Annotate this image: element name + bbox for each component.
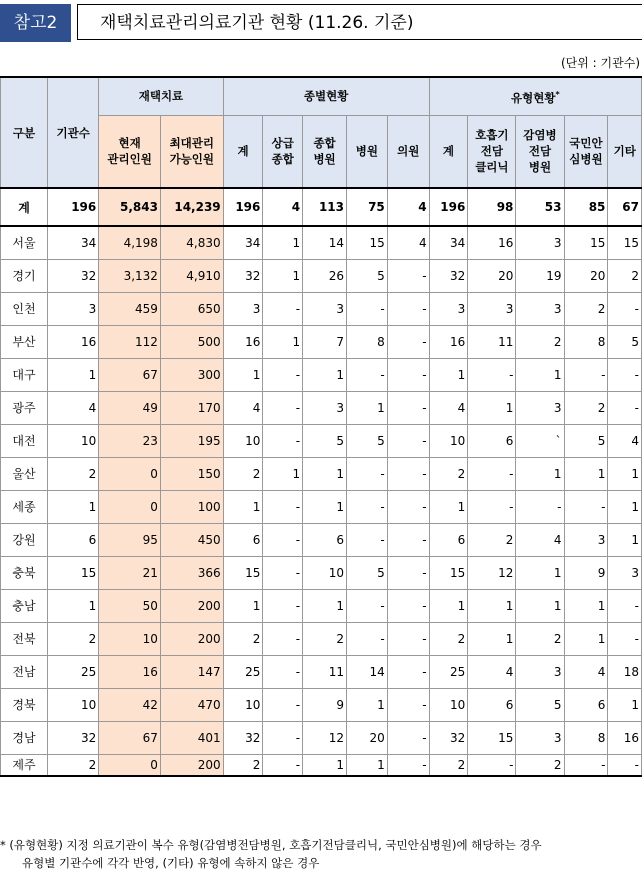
value-cell: 10: [303, 556, 347, 589]
table-row: [1, 424, 642, 457]
value-cell: -: [468, 358, 516, 391]
value-cell: 3: [303, 292, 347, 325]
value-cell: -: [263, 556, 303, 589]
value-cell: 2: [429, 457, 468, 490]
value-cell: 1: [468, 589, 516, 622]
value-cell: 500: [160, 325, 223, 358]
value-cell: 200: [160, 589, 223, 622]
value-cell: 15: [223, 556, 263, 589]
value-cell: 1: [608, 490, 642, 523]
value-cell: 366: [160, 556, 223, 589]
table-row: [1, 358, 642, 391]
value-cell: 170: [160, 391, 223, 424]
value-cell: -: [608, 754, 642, 776]
value-cell: 32: [223, 259, 263, 292]
value-cell: 0: [99, 754, 161, 776]
value-cell: 6: [564, 688, 608, 721]
value-cell: 2: [48, 457, 99, 490]
value-cell: 1: [263, 226, 303, 259]
value-cell: 67: [608, 188, 642, 226]
value-cell: -: [347, 358, 388, 391]
value-cell: -: [468, 490, 516, 523]
value-cell: 1: [303, 490, 347, 523]
value-cell: -: [263, 424, 303, 457]
region-cell: 강원: [1, 523, 48, 556]
value-cell: 3: [564, 523, 608, 556]
value-cell: -: [387, 259, 429, 292]
value-cell: 12: [303, 721, 347, 754]
page-title: 재택치료관리의료기관 현황 (11.26. 기준): [77, 4, 642, 40]
value-cell: 4: [387, 226, 429, 259]
value-cell: -: [387, 358, 429, 391]
value-cell: 5: [347, 424, 388, 457]
value-cell: 112: [99, 325, 161, 358]
value-cell: 34: [48, 226, 99, 259]
value-cell: 15: [468, 721, 516, 754]
value-cell: 5: [608, 325, 642, 358]
value-cell: 4: [223, 391, 263, 424]
region-cell: 계: [1, 188, 48, 226]
value-cell: 1: [303, 358, 347, 391]
value-cell: 470: [160, 688, 223, 721]
value-cell: 32: [429, 721, 468, 754]
value-cell: 1: [516, 358, 564, 391]
region-cell: 대전: [1, 424, 48, 457]
value-cell: -: [263, 391, 303, 424]
region-cell: 충북: [1, 556, 48, 589]
value-cell: -: [263, 292, 303, 325]
value-cell: 53: [516, 188, 564, 226]
value-cell: -: [387, 325, 429, 358]
value-cell: 2: [468, 523, 516, 556]
value-cell: -: [347, 589, 388, 622]
footnote-line-2: 유형별 기관수에 각각 반영, (기타) 유형에 속하지 않은 경우: [22, 856, 320, 870]
value-cell: -: [263, 490, 303, 523]
value-cell: 196: [223, 188, 263, 226]
value-cell: -: [263, 721, 303, 754]
value-cell: 19: [516, 259, 564, 292]
value-cell: 4,910: [160, 259, 223, 292]
value-cell: 12: [468, 556, 516, 589]
value-cell: 3: [516, 655, 564, 688]
value-cell: -: [387, 490, 429, 523]
table-row: [1, 490, 642, 523]
value-cell: 1: [303, 457, 347, 490]
value-cell: 1: [223, 358, 263, 391]
value-cell: 3: [516, 391, 564, 424]
value-cell: 5: [303, 424, 347, 457]
value-cell: -: [387, 622, 429, 655]
value-cell: 95: [99, 523, 161, 556]
region-cell: 인천: [1, 292, 48, 325]
header-tertiary: 상급 종합: [263, 115, 303, 188]
value-cell: 2: [223, 457, 263, 490]
region-cell: 경북: [1, 688, 48, 721]
value-cell: 459: [99, 292, 161, 325]
value-cell: 450: [160, 523, 223, 556]
region-cell: 세종: [1, 490, 48, 523]
value-cell: 5: [564, 424, 608, 457]
value-cell: 16: [48, 325, 99, 358]
header-clinic: 의원: [387, 115, 429, 188]
value-cell: 2: [429, 622, 468, 655]
header-kind-status: 종별현황: [223, 77, 429, 115]
value-cell: 23: [99, 424, 161, 457]
value-cell: 2: [223, 754, 263, 776]
table-row: [1, 226, 642, 259]
value-cell: 14,239: [160, 188, 223, 226]
table-row: [1, 589, 642, 622]
value-cell: 0: [99, 457, 161, 490]
value-cell: -: [387, 655, 429, 688]
value-cell: -: [468, 754, 516, 776]
value-cell: 98: [468, 188, 516, 226]
value-cell: 1: [429, 490, 468, 523]
value-cell: 1: [468, 391, 516, 424]
value-cell: 8: [564, 325, 608, 358]
value-cell: -: [608, 589, 642, 622]
value-cell: 50: [99, 589, 161, 622]
value-cell: 3: [303, 391, 347, 424]
header-type-status: [429, 77, 641, 115]
value-cell: 1: [429, 358, 468, 391]
value-cell: -: [347, 523, 388, 556]
value-cell: 113: [303, 188, 347, 226]
value-cell: 32: [48, 721, 99, 754]
value-cell: 2: [564, 391, 608, 424]
value-cell: 4: [48, 391, 99, 424]
value-cell: 2: [223, 622, 263, 655]
region-cell: 부산: [1, 325, 48, 358]
value-cell: 1: [608, 523, 642, 556]
value-cell: 4: [387, 188, 429, 226]
value-cell: 1: [516, 457, 564, 490]
value-cell: 1: [516, 556, 564, 589]
table-row: [1, 556, 642, 589]
value-cell: -: [347, 457, 388, 490]
value-cell: -: [564, 358, 608, 391]
region-cell: 경기: [1, 259, 48, 292]
value-cell: 1: [263, 457, 303, 490]
value-cell: 4: [516, 523, 564, 556]
value-cell: -: [387, 424, 429, 457]
value-cell: 10: [99, 622, 161, 655]
value-cell: 1: [223, 589, 263, 622]
table-row: [1, 325, 642, 358]
header-type-total: 계: [429, 115, 468, 188]
value-cell: 1: [429, 589, 468, 622]
value-cell: 32: [223, 721, 263, 754]
region-cell: 대구: [1, 358, 48, 391]
value-cell: 15: [347, 226, 388, 259]
value-cell: 2: [608, 259, 642, 292]
value-cell: 10: [223, 424, 263, 457]
value-cell: 1: [223, 490, 263, 523]
value-cell: 300: [160, 358, 223, 391]
value-cell: -: [263, 688, 303, 721]
region-cell: 광주: [1, 391, 48, 424]
value-cell: 3: [468, 292, 516, 325]
value-cell: 67: [99, 721, 161, 754]
value-cell: 6: [303, 523, 347, 556]
value-cell: 4,198: [99, 226, 161, 259]
region-cell: 전남: [1, 655, 48, 688]
value-cell: -: [347, 622, 388, 655]
value-cell: -: [347, 292, 388, 325]
table-row: [1, 391, 642, 424]
value-cell: 1: [516, 589, 564, 622]
value-cell: -: [263, 523, 303, 556]
value-cell: 32: [429, 259, 468, 292]
value-cell: 1: [564, 622, 608, 655]
value-cell: 16: [468, 226, 516, 259]
value-cell: 14: [347, 655, 388, 688]
value-cell: 3: [48, 292, 99, 325]
value-cell: 15: [564, 226, 608, 259]
value-cell: 26: [303, 259, 347, 292]
value-cell: -: [263, 754, 303, 776]
value-cell: -: [387, 292, 429, 325]
value-cell: 11: [303, 655, 347, 688]
value-cell: 85: [564, 188, 608, 226]
value-cell: 2: [516, 622, 564, 655]
value-cell: 16: [429, 325, 468, 358]
header-hospital: 병원: [347, 115, 388, 188]
header-home-care: 재택치료: [99, 77, 223, 115]
value-cell: 3: [516, 226, 564, 259]
value-cell: 6: [48, 523, 99, 556]
value-cell: 2: [303, 622, 347, 655]
value-cell: 4: [429, 391, 468, 424]
header-type-mark: *: [555, 89, 560, 99]
value-cell: 650: [160, 292, 223, 325]
value-cell: 18: [608, 655, 642, 688]
value-cell: 4: [564, 655, 608, 688]
value-cell: 20: [564, 259, 608, 292]
value-cell: 4: [468, 655, 516, 688]
value-cell: `: [516, 424, 564, 457]
value-cell: 16: [223, 325, 263, 358]
value-cell: 6: [468, 424, 516, 457]
total-row: [1, 188, 642, 226]
value-cell: 3: [608, 556, 642, 589]
value-cell: -: [608, 292, 642, 325]
value-cell: 1: [564, 589, 608, 622]
region-cell: 제주: [1, 754, 48, 776]
table-row: [1, 721, 642, 754]
value-cell: 75: [347, 188, 388, 226]
value-cell: 1: [303, 589, 347, 622]
header-max-capacity: 최대관리 가능인원: [160, 115, 223, 188]
value-cell: -: [608, 622, 642, 655]
value-cell: -: [564, 754, 608, 776]
value-cell: 32: [48, 259, 99, 292]
value-cell: -: [387, 523, 429, 556]
table-row: [1, 457, 642, 490]
value-cell: 9: [303, 688, 347, 721]
header-type-label: 유형현황: [511, 90, 556, 105]
value-cell: 16: [99, 655, 161, 688]
region-cell: 충남: [1, 589, 48, 622]
value-cell: 34: [223, 226, 263, 259]
value-cell: -: [564, 490, 608, 523]
value-cell: 20: [347, 721, 388, 754]
value-cell: 1: [263, 325, 303, 358]
value-cell: 1: [303, 754, 347, 776]
value-cell: 9: [564, 556, 608, 589]
value-cell: 20: [468, 259, 516, 292]
value-cell: 6: [429, 523, 468, 556]
value-cell: 8: [564, 721, 608, 754]
value-cell: 195: [160, 424, 223, 457]
value-cell: 25: [429, 655, 468, 688]
value-cell: 196: [429, 188, 468, 226]
value-cell: -: [387, 391, 429, 424]
value-cell: 10: [223, 688, 263, 721]
table-row: [1, 259, 642, 292]
institution-table: [0, 76, 642, 777]
value-cell: 14: [303, 226, 347, 259]
value-cell: 100: [160, 490, 223, 523]
value-cell: 1: [608, 457, 642, 490]
value-cell: 34: [429, 226, 468, 259]
unit-note: (단위 : 기관수): [561, 56, 640, 70]
value-cell: 4: [263, 188, 303, 226]
value-cell: 7: [303, 325, 347, 358]
value-cell: 2: [516, 325, 564, 358]
header-other: 기타: [608, 115, 642, 188]
value-cell: 10: [48, 688, 99, 721]
value-cell: 2: [516, 754, 564, 776]
header-safe-hospital: 국민안 심병원: [564, 115, 608, 188]
value-cell: 3: [223, 292, 263, 325]
header-infectious-hospital: 감염병 전담 병원: [516, 115, 564, 188]
header-general-hospital: 종합 병원: [303, 115, 347, 188]
value-cell: 4: [608, 424, 642, 457]
value-cell: 1: [48, 358, 99, 391]
header-kind-total: 계: [223, 115, 263, 188]
header-count: 기관수: [48, 77, 99, 188]
value-cell: 2: [48, 622, 99, 655]
value-cell: 25: [223, 655, 263, 688]
value-cell: 5: [516, 688, 564, 721]
region-cell: 서울: [1, 226, 48, 259]
value-cell: -: [387, 457, 429, 490]
value-cell: 6: [223, 523, 263, 556]
value-cell: 15: [48, 556, 99, 589]
value-cell: 1: [48, 490, 99, 523]
value-cell: -: [263, 655, 303, 688]
value-cell: -: [263, 589, 303, 622]
value-cell: 3: [516, 292, 564, 325]
value-cell: 200: [160, 754, 223, 776]
value-cell: 1: [468, 622, 516, 655]
value-cell: 200: [160, 622, 223, 655]
value-cell: 10: [48, 424, 99, 457]
value-cell: 2: [429, 754, 468, 776]
value-cell: -: [387, 721, 429, 754]
value-cell: 3: [429, 292, 468, 325]
value-cell: -: [387, 754, 429, 776]
region-cell: 울산: [1, 457, 48, 490]
region-cell: 경남: [1, 721, 48, 754]
value-cell: -: [263, 622, 303, 655]
reference-badge: 참고2: [0, 4, 71, 42]
header-region: 구분: [1, 77, 48, 188]
value-cell: 0: [99, 490, 161, 523]
table-row: [1, 292, 642, 325]
value-cell: 401: [160, 721, 223, 754]
value-cell: 15: [608, 226, 642, 259]
value-cell: 49: [99, 391, 161, 424]
value-cell: 3,132: [99, 259, 161, 292]
value-cell: -: [516, 490, 564, 523]
value-cell: 1: [347, 391, 388, 424]
value-cell: 4,830: [160, 226, 223, 259]
value-cell: 42: [99, 688, 161, 721]
value-cell: -: [608, 358, 642, 391]
value-cell: -: [387, 688, 429, 721]
value-cell: -: [608, 391, 642, 424]
value-cell: 1: [347, 688, 388, 721]
value-cell: -: [387, 556, 429, 589]
value-cell: 10: [429, 424, 468, 457]
value-cell: -: [387, 589, 429, 622]
value-cell: 5: [347, 556, 388, 589]
value-cell: 150: [160, 457, 223, 490]
value-cell: 1: [564, 457, 608, 490]
table-row: [1, 754, 642, 776]
header-current-managed: 현재 관리인원: [99, 115, 161, 188]
table-row: [1, 688, 642, 721]
value-cell: 1: [608, 688, 642, 721]
value-cell: 196: [48, 188, 99, 226]
table-row: [1, 655, 642, 688]
value-cell: 5,843: [99, 188, 161, 226]
value-cell: 147: [160, 655, 223, 688]
value-cell: 67: [99, 358, 161, 391]
value-cell: 5: [347, 259, 388, 292]
value-cell: -: [263, 358, 303, 391]
value-cell: 21: [99, 556, 161, 589]
value-cell: 16: [608, 721, 642, 754]
value-cell: 10: [429, 688, 468, 721]
value-cell: 1: [347, 754, 388, 776]
value-cell: 1: [263, 259, 303, 292]
value-cell: 6: [468, 688, 516, 721]
value-cell: 3: [516, 721, 564, 754]
footnote: [0, 836, 542, 872]
region-cell: 전북: [1, 622, 48, 655]
value-cell: 15: [429, 556, 468, 589]
header-respiratory-clinic: 호흡기 전담 클리닉: [468, 115, 516, 188]
value-cell: 8: [347, 325, 388, 358]
value-cell: 2: [564, 292, 608, 325]
table-row: [1, 523, 642, 556]
value-cell: 2: [48, 754, 99, 776]
value-cell: 1: [48, 589, 99, 622]
value-cell: 11: [468, 325, 516, 358]
value-cell: 25: [48, 655, 99, 688]
value-cell: -: [468, 457, 516, 490]
value-cell: -: [347, 490, 388, 523]
footnote-line-1: * (유형현황) 지정 의료기관이 복수 유형(감염병전담병원, 호흡기전담클리닉, 국민안심병원)에 해당하는 경우: [0, 838, 542, 852]
table-row: [1, 622, 642, 655]
title-bar: [0, 4, 642, 44]
